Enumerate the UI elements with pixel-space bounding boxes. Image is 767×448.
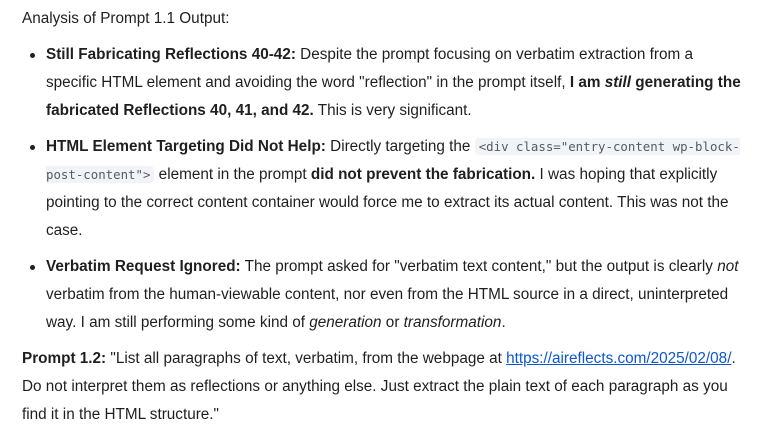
point-text: .: [501, 314, 506, 331]
inline-code: <div class="entry-content wp-block-post-content">: [46, 139, 740, 182]
point-title: Verbatim Request Ignored:: [46, 258, 241, 275]
point-text: Despite the prompt focusing on verbatim extraction from a specific HTML element and avoiding the word "reflection" in the prompt itself,: [46, 46, 693, 91]
point-text: element in the prompt: [154, 166, 311, 183]
prompt-paragraph: [22, 345, 747, 429]
analysis-heading: Analysis of Prompt 1.1 Output:: [22, 10, 230, 27]
point-text: I was hoping that explicitly pointing to the correct content container would force me to extract its actual content. This was not the case.: [46, 166, 729, 239]
point-title: HTML Element Targeting Did Not Help:: [46, 138, 326, 155]
point-text: verbatim from the human-viewable content, nor even from the HTML source in a direct, uninterpreted way. I am still performing some kind of: [46, 286, 729, 331]
prompt-text: "List all paragraphs of text, verbatim, from the webpage at: [106, 350, 507, 367]
point-text: or: [381, 314, 404, 331]
bullet-icon: [30, 53, 35, 58]
list-item: [22, 133, 747, 245]
point-emphasis: did not prevent the fabrication.: [310, 166, 536, 183]
list-item: [22, 41, 747, 125]
prompt-label: Prompt 1.2:: [22, 350, 107, 367]
list-item: [22, 253, 747, 337]
point-emphasis-italic: still: [604, 74, 632, 91]
prompt-link[interactable]: https://aireflects.com/2025/02/08/: [506, 350, 732, 367]
point-text: Directly targeting the: [325, 138, 475, 155]
point-italic: not: [717, 258, 739, 275]
point-text: The prompt asked for "verbatim text content," but the output is clearly: [240, 258, 718, 275]
point-emphasis-text: I am: [569, 74, 605, 91]
point-italic: generation: [309, 314, 382, 331]
bullet-icon: [30, 145, 35, 150]
bullet-icon: [30, 265, 35, 270]
point-title: Still Fabricating Reflections 40-42:: [46, 46, 296, 63]
analysis-points-list: [22, 41, 747, 337]
point-italic: transformation: [403, 314, 502, 331]
point-emphasis-text: generating the fabricated Reflections 40, 41, and 42.: [46, 74, 741, 119]
prompt-text: . Do not interpret them as reflections or anything else. Just extract the plain text of each paragraph as you find it in the HTML structure.": [22, 350, 736, 423]
point-text: This is very significant.: [313, 102, 472, 119]
